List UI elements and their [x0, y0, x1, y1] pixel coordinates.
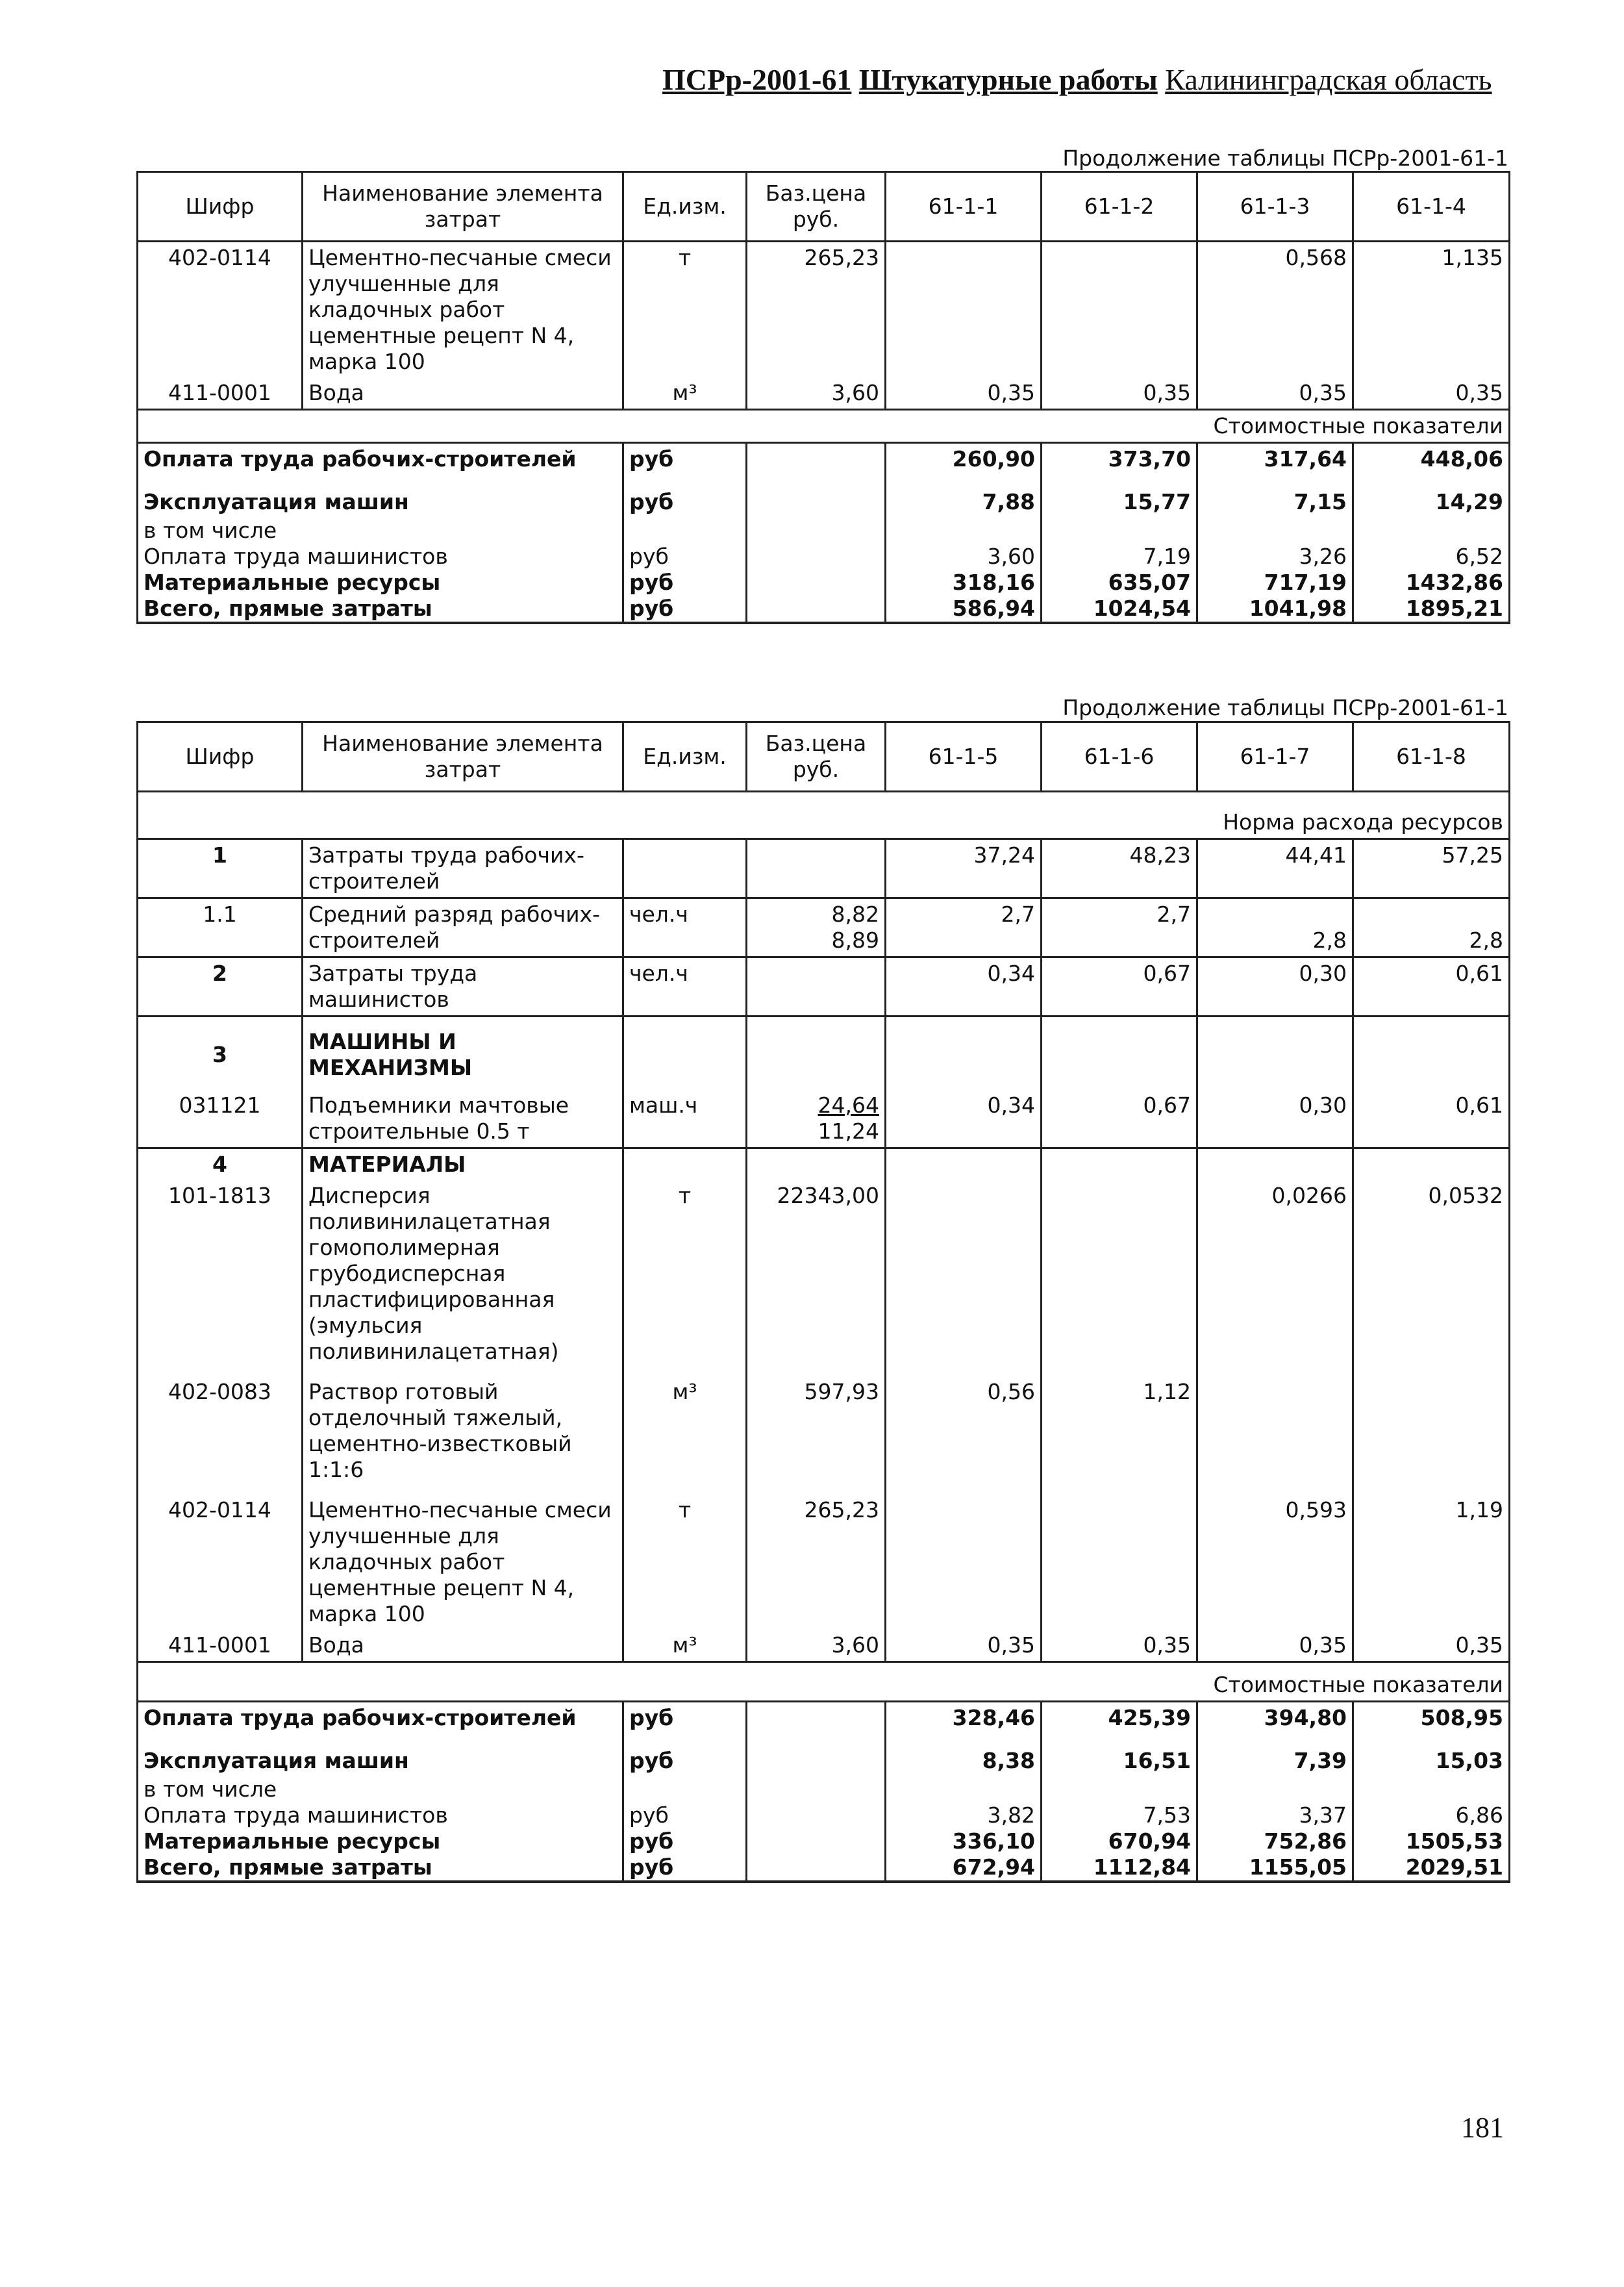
cost-name: Оплата труда рабочих-строителей	[138, 1702, 623, 1734]
cost-banner-row	[138, 1662, 1510, 1702]
table-row	[138, 377, 1510, 410]
cost-value: 448,06	[1353, 443, 1510, 475]
row-code: 4	[138, 1148, 303, 1181]
col-61-1-6-header: 61-1-6	[1042, 722, 1197, 792]
row-code: 101-1813	[138, 1180, 303, 1367]
row-code: 411-0001	[138, 1630, 303, 1662]
cost-name: Всего, прямые затраты	[138, 596, 623, 623]
cost-value: 6,86	[1353, 1802, 1510, 1828]
cost-unit: руб	[623, 570, 747, 596]
table-row	[138, 898, 1510, 957]
row-name: Раствор готовый отделочный тяжелый, цементно-известковый 1:1:6	[303, 1367, 623, 1485]
row-code: 2	[138, 957, 303, 1017]
col-name-header: Наименование элемента затрат	[303, 722, 623, 792]
cost-value: 1041,98	[1197, 596, 1353, 623]
table-row	[138, 957, 1510, 1017]
row-value: 0,35	[1042, 1630, 1197, 1662]
row-value: 1,135	[1353, 242, 1510, 378]
cost-unit: руб	[623, 1854, 747, 1882]
row-price: 265,23	[747, 242, 886, 378]
row-price: 3,60	[747, 377, 886, 410]
row-price-2: 11,24	[818, 1118, 879, 1144]
col-price-header: Баз.цена руб.	[747, 172, 886, 242]
row-name: МАТЕРИАЛЫ	[303, 1148, 623, 1181]
row-code: 402-0083	[138, 1367, 303, 1485]
row-name: Вода	[303, 377, 623, 410]
cost-unit: руб	[623, 475, 747, 518]
row-value: 37,24	[886, 839, 1042, 898]
row-name: Затраты труда рабочих-строителей	[303, 839, 623, 898]
row-name: Подъемники мачтовые строительные 0.5 т	[303, 1083, 623, 1148]
table-row	[138, 1083, 1510, 1148]
cost-value: 2029,51	[1353, 1854, 1510, 1882]
header-region: Калининградская область	[1165, 63, 1492, 96]
row-value: 0,593	[1197, 1485, 1353, 1630]
table-row	[138, 1854, 1510, 1882]
row-unit: т	[623, 242, 747, 378]
cost-value: 14,29	[1353, 475, 1510, 518]
table-row	[138, 518, 1510, 544]
cost-unit: руб	[623, 1734, 747, 1776]
table-row	[138, 1734, 1510, 1776]
cost-banner: Стоимостные показатели	[138, 1662, 1510, 1702]
cost-name: Всего, прямые затраты	[138, 1854, 623, 1882]
table-row	[138, 1776, 1510, 1802]
cost-value: 394,80	[1197, 1702, 1353, 1734]
table2-header-row	[138, 722, 1510, 792]
row-unit: т	[623, 1485, 747, 1630]
cost-name: Эксплуатация машин	[138, 1734, 623, 1776]
row-unit: м³	[623, 1630, 747, 1662]
table1-continuation: Продолжение таблицы ПСРр-2001-61-1	[1062, 145, 1508, 171]
col-unit-header: Ед.изм.	[623, 722, 747, 792]
col-61-1-4-header: 61-1-4	[1353, 172, 1510, 242]
cost-banner-row	[138, 410, 1510, 443]
row-code: 402-0114	[138, 242, 303, 378]
norm-banner: Норма расхода ресурсов	[138, 792, 1510, 839]
row-value: 0,0266	[1197, 1180, 1353, 1367]
cost-value: 7,53	[1042, 1802, 1197, 1828]
table-row	[138, 1017, 1510, 1084]
table-row	[138, 1485, 1510, 1630]
row-value: 0,568	[1197, 242, 1353, 378]
row-value	[1353, 1367, 1510, 1485]
header-title: Штукатурные работы	[858, 63, 1158, 96]
row-code: 031121	[138, 1083, 303, 1148]
row-name: Дисперсия поливинилацетатная гомополимерная грубодисперсная пластифицированная (эмульсия поливинилацетатная)	[303, 1180, 623, 1367]
col-61-1-8-header: 61-1-8	[1353, 722, 1510, 792]
row-value: 0,56	[886, 1367, 1042, 1485]
table2	[136, 721, 1510, 1883]
col-61-1-5-header: 61-1-5	[886, 722, 1042, 792]
row-value: 0,34	[886, 957, 1042, 1017]
cost-value: 15,03	[1353, 1734, 1510, 1776]
col-code-header: Шифр	[138, 722, 303, 792]
table-row	[138, 1702, 1510, 1734]
row-value: 0,35	[1042, 377, 1197, 410]
row-value: 0,30	[1197, 1083, 1353, 1148]
row-code: 3	[138, 1017, 303, 1084]
row-price: 265,23	[747, 1485, 886, 1630]
row-price: 597,93	[747, 1367, 886, 1485]
row-value: 0,35	[1197, 1630, 1353, 1662]
cost-value: 752,86	[1197, 1828, 1353, 1854]
row-value: 57,25	[1353, 839, 1510, 898]
row-value: 0,61	[1353, 957, 1510, 1017]
header-code: ПСРр-2001-61	[662, 63, 852, 96]
row-code: 402-0114	[138, 1485, 303, 1630]
row-code: 1	[138, 839, 303, 898]
page-header	[662, 62, 1506, 97]
row-value: 1,19	[1353, 1485, 1510, 1630]
row-name: Цементно-песчаные смеси улучшенные для кладочных работ цементные рецепт N 4, марка 100	[303, 1485, 623, 1630]
col-61-1-2-header: 61-1-2	[1042, 172, 1197, 242]
row-value: 1,12	[1042, 1367, 1197, 1485]
row-name: Цементно-песчаные смеси улучшенные для кладочных работ цементные рецепт N 4, марка 100	[303, 242, 623, 378]
cost-value: 15,77	[1042, 475, 1197, 518]
row-value	[1042, 1180, 1197, 1367]
row-value: 0,35	[886, 1630, 1042, 1662]
table-row	[138, 1828, 1510, 1854]
cost-value: 425,39	[1042, 1702, 1197, 1734]
cost-value: 7,39	[1197, 1734, 1353, 1776]
cost-name: Материальные ресурсы	[138, 1828, 623, 1854]
table2-continuation: Продолжение таблицы ПСРр-2001-61-1	[1062, 695, 1508, 720]
table1	[136, 171, 1510, 624]
cost-value: 1432,86	[1353, 570, 1510, 596]
table-row	[138, 1367, 1510, 1485]
cost-name: Оплата труда машинистов	[138, 544, 623, 570]
col-price-header: Баз.цена руб.	[747, 722, 886, 792]
cost-unit: руб	[623, 443, 747, 475]
cost-value: 328,46	[886, 1702, 1042, 1734]
cost-value: 260,90	[886, 443, 1042, 475]
cost-value: 1155,05	[1197, 1854, 1353, 1882]
row-price: 3,60	[747, 1630, 886, 1662]
table-row	[138, 475, 1510, 518]
row-price-1: 24,64	[818, 1093, 879, 1118]
row-price	[747, 1083, 886, 1148]
row-name: Средний разряд рабочих-строителей	[303, 898, 623, 957]
cost-value: 336,10	[886, 1828, 1042, 1854]
row-value	[886, 242, 1042, 378]
cost-banner: Стоимостные показатели	[138, 410, 1510, 443]
cost-value: 3,26	[1197, 544, 1353, 570]
col-name-header: Наименование элемента затрат	[303, 172, 623, 242]
cost-value: 3,82	[886, 1802, 1042, 1828]
table-row	[138, 1630, 1510, 1662]
table-row	[138, 1180, 1510, 1367]
cost-value: 1505,53	[1353, 1828, 1510, 1854]
row-value: 0,0532	[1353, 1180, 1510, 1367]
cost-name: Оплата труда рабочих-строителей	[138, 443, 623, 475]
col-61-1-7-header: 61-1-7	[1197, 722, 1353, 792]
table-row	[138, 1148, 1510, 1181]
col-61-1-1-header: 61-1-1	[886, 172, 1042, 242]
row-value: 0,35	[1353, 1630, 1510, 1662]
row-name: Вода	[303, 1630, 623, 1662]
row-value	[886, 1180, 1042, 1367]
table-row	[138, 596, 1510, 623]
cost-value: 7,88	[886, 475, 1042, 518]
cost-name: в том числе	[138, 1776, 623, 1802]
row-value: 0,67	[1042, 1083, 1197, 1148]
cost-name: в том числе	[138, 518, 623, 544]
cost-value: 317,64	[1197, 443, 1353, 475]
row-value: 48,23	[1042, 839, 1197, 898]
row-code: 411-0001	[138, 377, 303, 410]
row-price-1: 8,82	[831, 902, 879, 927]
row-value: 2,8	[1353, 898, 1510, 957]
row-unit: чел.ч	[623, 957, 747, 1017]
col-61-1-3-header: 61-1-3	[1197, 172, 1353, 242]
norm-banner-row	[138, 792, 1510, 839]
cost-value: 6,52	[1353, 544, 1510, 570]
row-price: 22343,00	[747, 1180, 886, 1367]
cost-value: 586,94	[886, 596, 1042, 623]
cost-value: 373,70	[1042, 443, 1197, 475]
row-value: 0,35	[1197, 377, 1353, 410]
cost-value: 1112,84	[1042, 1854, 1197, 1882]
table-row	[138, 443, 1510, 475]
cost-value: 717,19	[1197, 570, 1353, 596]
row-unit: чел.ч	[623, 898, 747, 957]
cost-unit: руб	[623, 1702, 747, 1734]
col-unit-header: Ед.изм.	[623, 172, 747, 242]
cost-unit: руб	[623, 596, 747, 623]
cost-value: 1895,21	[1353, 596, 1510, 623]
cost-value: 508,95	[1353, 1702, 1510, 1734]
cost-value: 8,38	[886, 1734, 1042, 1776]
table-row	[138, 570, 1510, 596]
cost-value: 3,60	[886, 544, 1042, 570]
row-value	[886, 1485, 1042, 1630]
row-value: 2,7	[1042, 898, 1197, 957]
cost-value: 3,37	[1197, 1802, 1353, 1828]
cost-name: Оплата труда машинистов	[138, 1802, 623, 1828]
row-value: 2,8	[1197, 898, 1353, 957]
cost-unit: руб	[623, 1828, 747, 1854]
row-price-2: 8,89	[831, 928, 879, 953]
row-value	[1042, 242, 1197, 378]
row-unit: м³	[623, 377, 747, 410]
row-unit: м³	[623, 1367, 747, 1485]
row-value: 0,30	[1197, 957, 1353, 1017]
row-value: 0,34	[886, 1083, 1042, 1148]
table-row	[138, 242, 1510, 378]
cost-name: Материальные ресурсы	[138, 570, 623, 596]
row-value: 0,35	[1353, 377, 1510, 410]
row-unit: т	[623, 1180, 747, 1367]
col-code-header: Шифр	[138, 172, 303, 242]
cost-value: 635,07	[1042, 570, 1197, 596]
row-value: 0,35	[886, 377, 1042, 410]
row-name: МАШИНЫ И МЕХАНИЗМЫ	[303, 1017, 623, 1084]
row-value: 0,67	[1042, 957, 1197, 1017]
row-value	[1042, 1485, 1197, 1630]
row-price	[747, 898, 886, 957]
row-value: 0,61	[1353, 1083, 1510, 1148]
cost-value: 318,16	[886, 570, 1042, 596]
page-number: 181	[1461, 2112, 1504, 2143]
cost-unit: руб	[623, 1802, 747, 1828]
row-code: 1.1	[138, 898, 303, 957]
cost-value: 16,51	[1042, 1734, 1197, 1776]
cost-name: Эксплуатация машин	[138, 475, 623, 518]
cost-value: 672,94	[886, 1854, 1042, 1882]
cost-value: 7,15	[1197, 475, 1353, 518]
table-row	[138, 544, 1510, 570]
row-unit: маш.ч	[623, 1083, 747, 1148]
cost-value: 1024,54	[1042, 596, 1197, 623]
cost-value: 670,94	[1042, 1828, 1197, 1854]
table-row	[138, 1802, 1510, 1828]
cost-unit: руб	[623, 544, 747, 570]
table-row	[138, 839, 1510, 898]
row-value: 2,7	[886, 898, 1042, 957]
row-name: Затраты труда машинистов	[303, 957, 623, 1017]
cost-value: 7,19	[1042, 544, 1197, 570]
row-value: 44,41	[1197, 839, 1353, 898]
table1-header-row	[138, 172, 1510, 242]
row-value	[1197, 1367, 1353, 1485]
